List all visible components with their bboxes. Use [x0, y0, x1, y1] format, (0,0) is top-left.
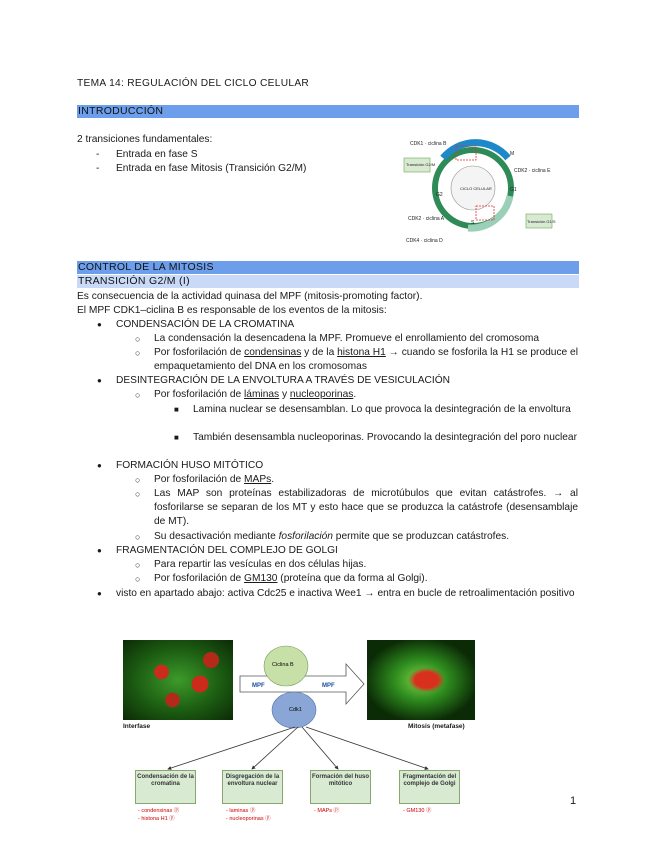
bullet-envoltura: ● DESINTEGRACIÓN DE LA ENVOLTURA A TRAVÉS DE VESICULACIÓN: [116, 374, 450, 388]
bullet-huso-2: ○ Las MAP son proteínas estabilizadoras de microtúbulos que evitan catástrofes. → al fosforilarse se separan de los MT y esto hace que se produzca la catástrofe (desensamblaje de MT).: [154, 487, 578, 529]
intro-lead: 2 transiciones fundamentales:: [77, 134, 213, 145]
branch-arrows: [150, 725, 480, 773]
label-g2: G2: [436, 192, 443, 198]
effect-item-gm130: - GM130 ⓟ: [403, 808, 432, 814]
bullet-golgi-1: ○ Para repartir las vesículas en dos células hijas.: [154, 558, 366, 572]
mpf-label-right: MPF: [322, 683, 335, 689]
label-s: S: [471, 220, 475, 226]
bullet-condensacion-2: ○ Por fosforilación de condensinas y de la histona H1 → cuando se fosforila la H1 se produce el empaquetamiento del DNA en los cromosomas: [154, 346, 578, 374]
cell-cycle-diagram: [398, 136, 558, 248]
subsection-heading-g2m: TRANSICIÓN G2/M (I): [77, 275, 579, 288]
label-g2m: Transición G2/M: [406, 162, 436, 167]
bullet-envoltura-1-2: ■ También desensambla nucleoporinas. Provocando la desintegración del poro nuclear: [193, 431, 578, 445]
cyclin-label: Ciclina B: [272, 662, 294, 668]
bullet-huso-1: ○ Por fosforilación de MAPs.: [154, 473, 274, 487]
effect-item-nucleoporinas: - nucleoporinas ⓟ: [226, 816, 271, 822]
label-cdk4: CDK4 · ciclina D: [406, 238, 443, 244]
bullet-condensacion: ● CONDENSACIÓN DE LA CROMATINA: [116, 318, 294, 332]
bullet-envoltura-1-1: ■ Lamina nuclear se desensamblan. Lo que provoca la desintegración de la envoltura: [193, 403, 578, 417]
effect-item-maps: - MAPs ⓟ: [314, 808, 340, 814]
label-cdk2e: CDK2 · ciclina E: [514, 168, 551, 174]
bullet-retroalimentacion: ● visto en apartado abajo: activa Cdc25 e inactiva Wee1 → entra en bucle de retroalimentación positivo: [116, 587, 578, 601]
arrow-1: [168, 727, 295, 769]
cdk-label: Cdk1: [289, 707, 302, 713]
interphase-image: [123, 640, 233, 720]
bullet-condensacion-1: ○ La condensación la desencadena la MPF. Promueve el enrollamiento del cromosoma: [154, 332, 539, 346]
intro-item-1: - Entrada en fase S: [116, 148, 198, 162]
bullet-envoltura-1: ○ Por fosforilación de láminas y nucleoporinas.: [154, 388, 356, 402]
section-heading-introduccion: INTRODUCCIÓN: [77, 105, 579, 118]
page-title: TEMA 14: REGULACIÓN DEL CICLO CELULAR: [77, 78, 310, 89]
effect-box-huso: Formación del huso mitótico: [310, 770, 371, 804]
label-g1: G1: [510, 187, 517, 193]
mitosis-image: [367, 640, 475, 720]
effect-item-laminas: - laminas ⓟ: [226, 808, 256, 814]
paragraph-2: El MPF CDK1–ciclina B es responsable de los eventos de la mitosis:: [77, 305, 387, 316]
bullet-golgi: ● FRAGMENTACIÓN DEL COMPLEJO DE GOLGI: [116, 544, 338, 558]
label-cdk2a: CDK2 · ciclina A: [408, 216, 445, 222]
label-cdk1: CDK1 · ciclina B: [410, 141, 447, 147]
mitosis-label: Mitosis (metafase): [408, 723, 465, 730]
intro-item-2: - Entrada en fase Mitosis (Transición G2/M): [116, 162, 306, 176]
bullet-huso: ● FORMACIÓN HUSO MITÓTICO: [116, 459, 263, 473]
bullet-huso-3: ○ Su desactivación mediante fosforilación permite que se produzcan catástrofes.: [154, 530, 509, 544]
bullet-golgi-2: ○ Por fosforilación de GM130 (proteína que da forma al Golgi).: [154, 572, 428, 586]
effect-box-condensacion: Condensación de la cromatina: [135, 770, 196, 804]
page-number: 1: [570, 795, 577, 807]
arrow-3: [302, 727, 338, 769]
interphase-label: Interfase: [123, 723, 151, 730]
label-ciclo: CICLO CELULAR: [460, 186, 492, 191]
label-g1s: Transición G1/S: [527, 219, 556, 224]
effect-item-histona: - histona H1 ⓟ: [138, 816, 175, 822]
paragraph-1: Es consecuencia de la actividad quinasa del MPF (mitosis-promoting factor).: [77, 291, 423, 302]
label-m: M: [510, 151, 515, 157]
arrow-4: [306, 727, 428, 769]
effect-item-condensinas: - condensinas ⓟ: [138, 808, 180, 814]
effect-box-envoltura: Disgregación de la envoltura nuclear: [222, 770, 283, 804]
mpf-label-left: MPF: [252, 683, 265, 689]
effect-box-golgi: Fragmentación del complejo de Golgi: [399, 770, 460, 804]
section-heading-control: CONTROL DE LA MITOSIS: [77, 261, 579, 274]
